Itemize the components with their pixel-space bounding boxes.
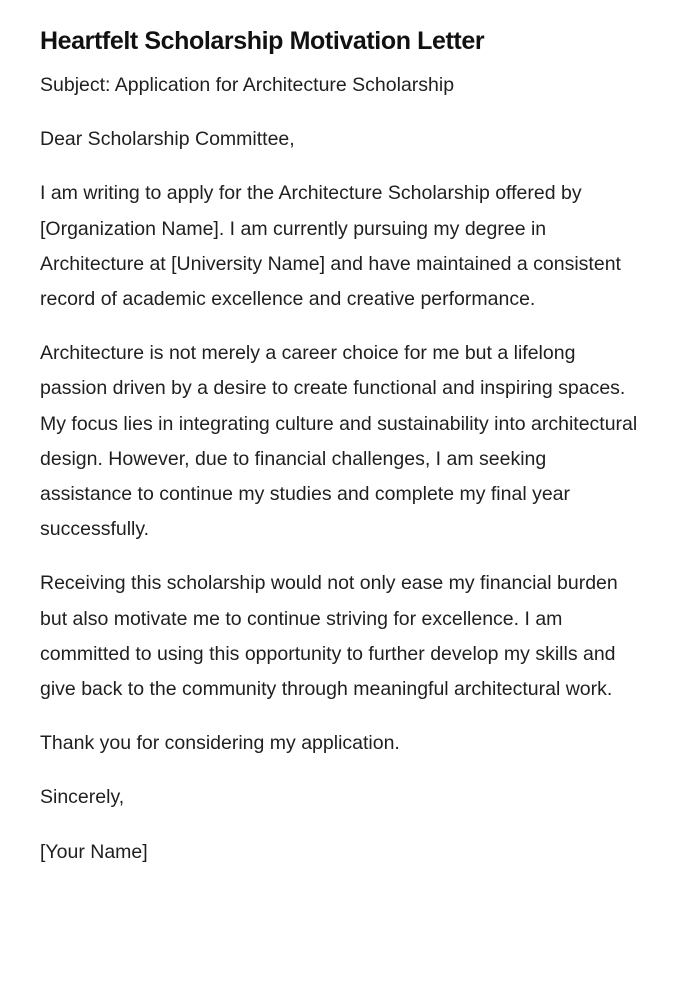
closing: Sincerely, [40, 786, 125, 809]
letter-title: Heartfelt Scholarship Motivation Letter [40, 27, 485, 55]
paragraph-passion: Architecture is not merely a career choice for me but a lifelong passion driven by a desire to create functional and inspiring spaces. My focus lies in integrating culture and sustainability into architectural design. However, due to financial challenges, I am seeking assistance to continue my studies and complete my final year successfully. [40, 342, 638, 541]
paragraph-intro: I am writing to apply for the Architecture Scholarship offered by [Organization Name]. I am currently pursuing my degree in Architecture at [University Name] and have maintained a consistent record of academic excellence and creative performance. [40, 182, 621, 311]
letter-body [40, 26, 640, 889]
thank-you-line: Thank you for considering my application. [40, 732, 400, 755]
signature: [Your Name] [40, 840, 148, 863]
salutation: Dear Scholarship Committee, [40, 128, 295, 151]
subject-line: Subject: Application for Architecture Scholarship [40, 74, 455, 96]
paragraph-impact: Receiving this scholarship would not only ease my financial burden but also motivate me to continue striving for excellence. I am committed to using this opportunity to further develop my skills and give back to the community through meaningful architectural work. [40, 572, 618, 701]
